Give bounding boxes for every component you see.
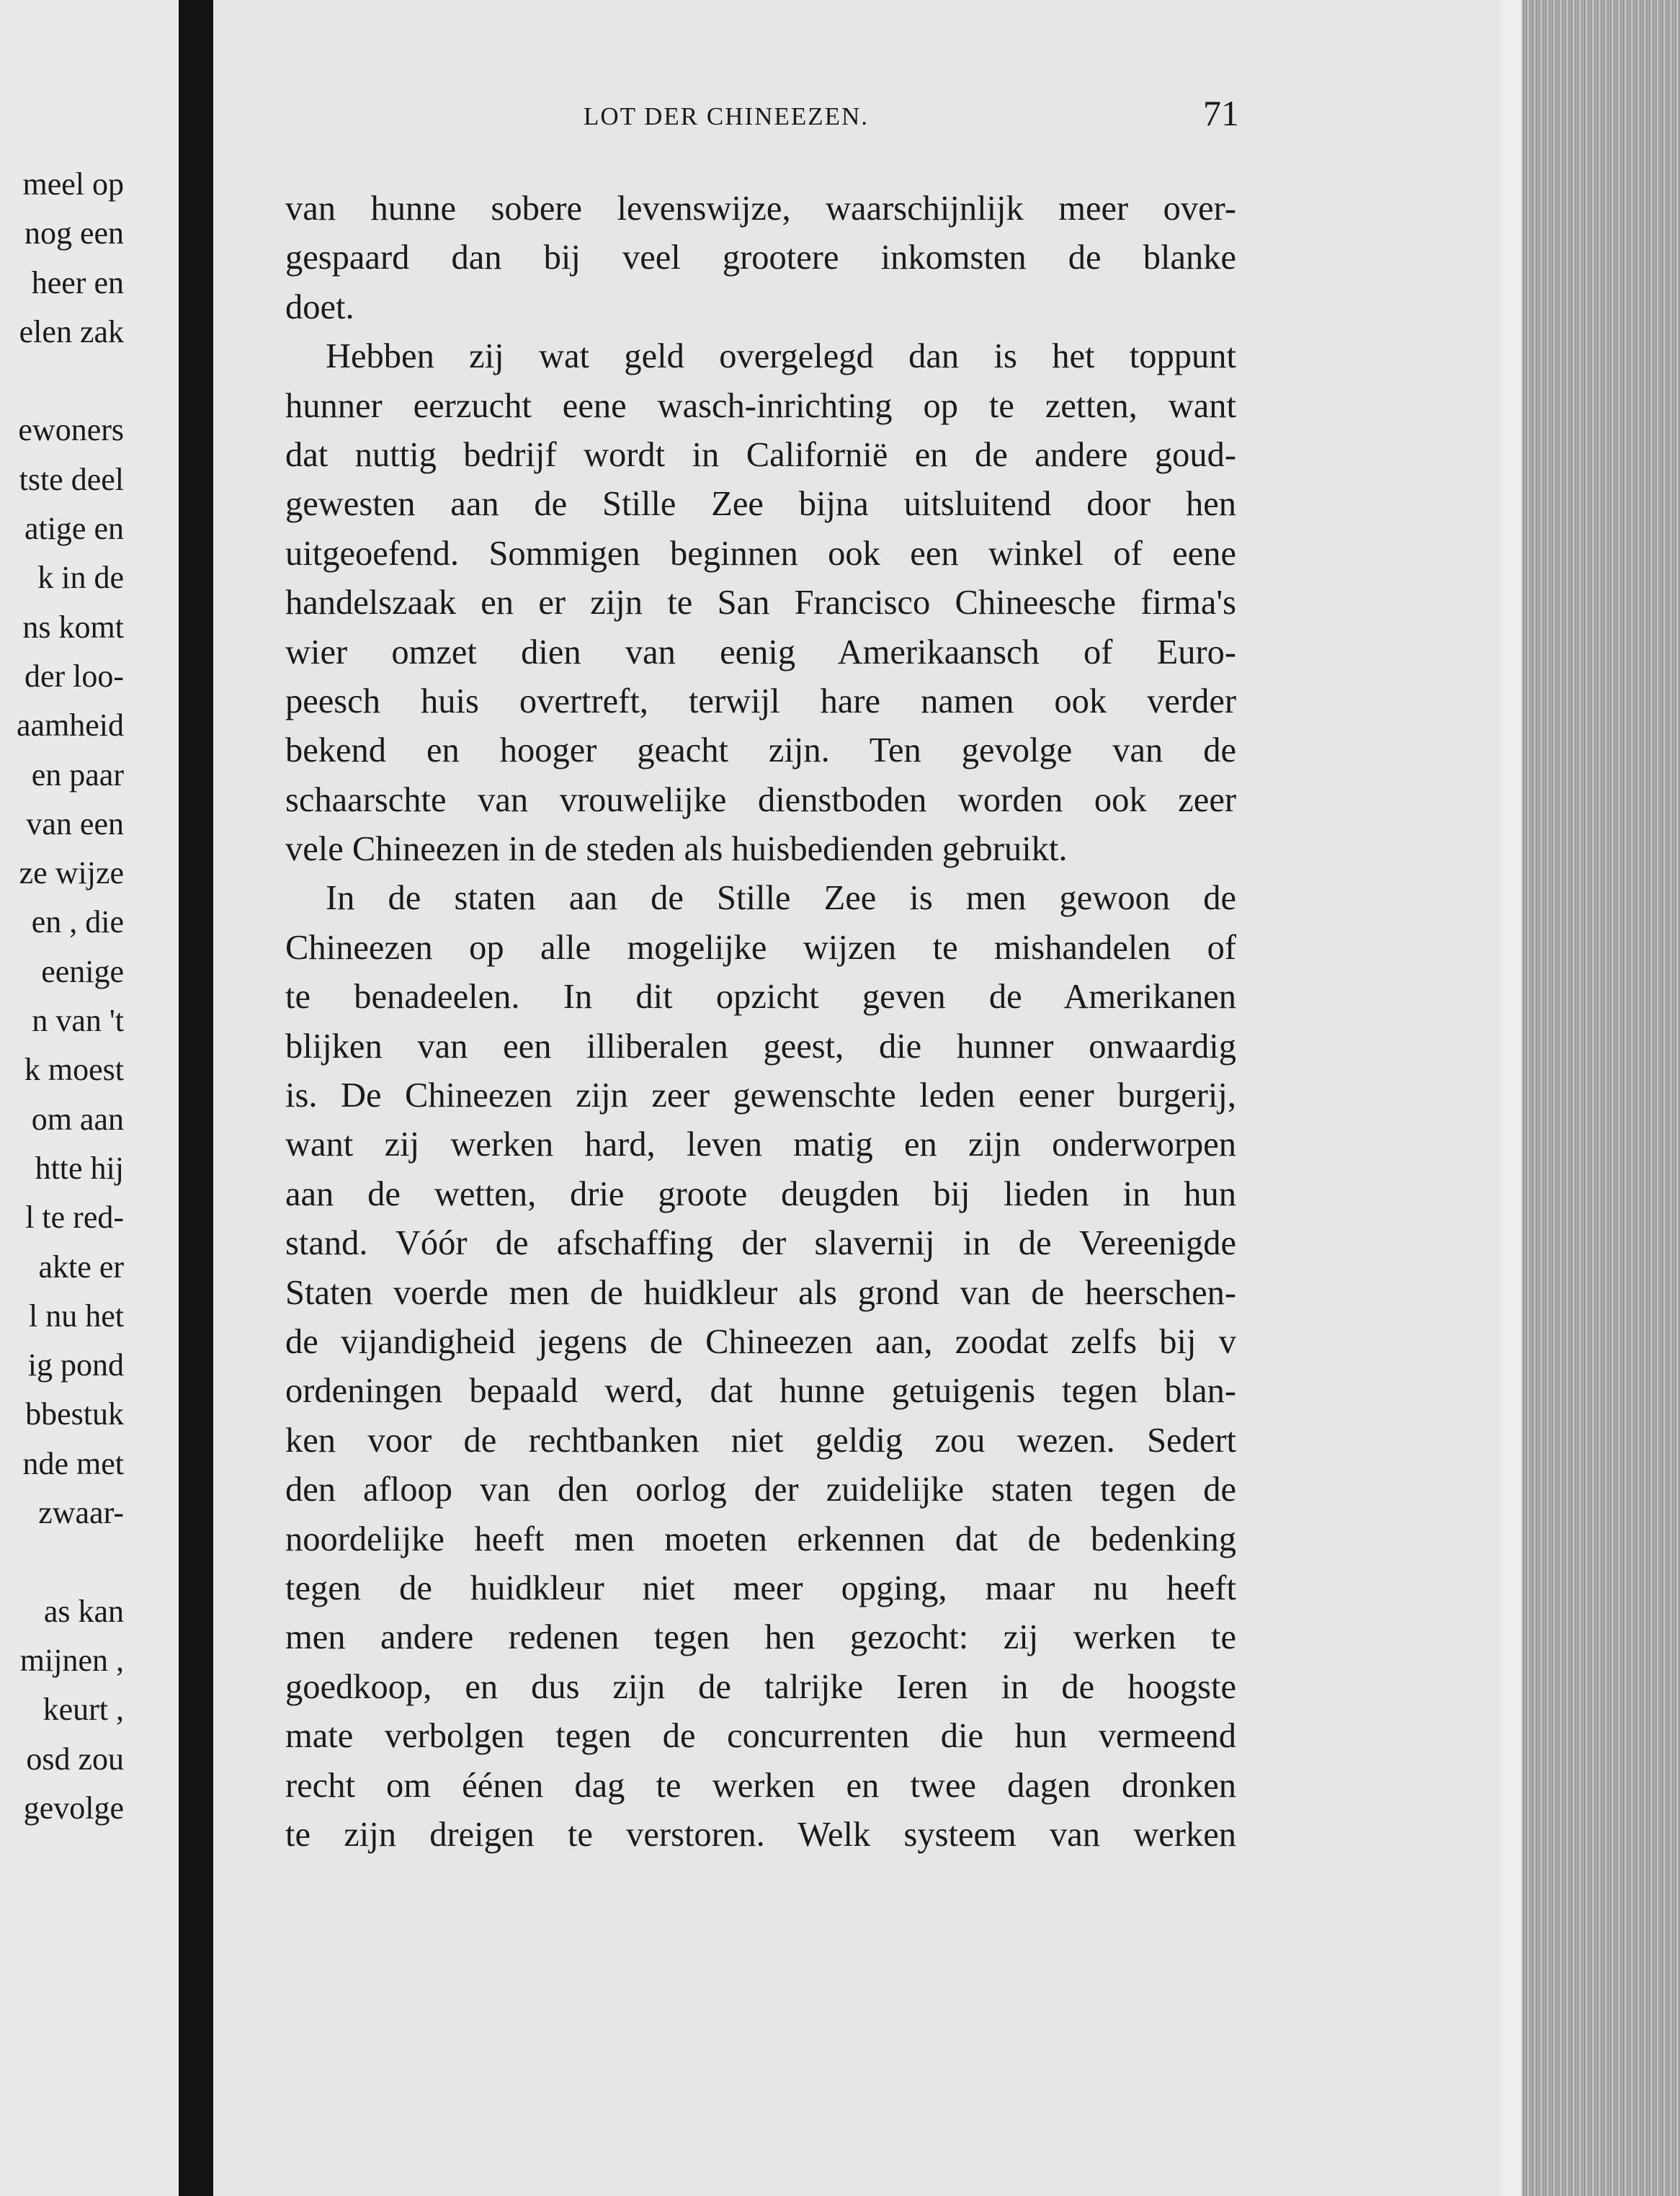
facing-page-line: ze wijze [19, 855, 124, 891]
facing-page-line: akte er [38, 1249, 124, 1285]
facing-page-line: elen zak [19, 313, 124, 349]
text-line: bekend en hooger geacht zijn. Ten gevolge van de [285, 731, 1236, 770]
facing-page-line: keurt , [43, 1692, 124, 1728]
text-line: men andere redenen tegen hen gezocht: zij werken te [285, 1618, 1236, 1657]
text-line: mate verbolgen tegen de concurrenten die hun vermeend [285, 1717, 1236, 1756]
page-edge-shade [1500, 0, 1522, 2196]
facing-page-line: gevolge [23, 1790, 124, 1826]
text-line: want zij werken hard, leven matig en zijn onderworpen [285, 1125, 1236, 1164]
page-edges [1500, 0, 1680, 2196]
text-line: is. De Chineezen zijn zeer gewenschte leden eener burgerij, [285, 1076, 1236, 1115]
text-line: te benadeelen. In dit opzicht geven de Amerikanen [285, 978, 1236, 1017]
facing-page-line: l nu het [29, 1298, 124, 1334]
facing-page-line: eenige [41, 953, 124, 989]
facing-page-line: van een [26, 805, 124, 842]
text-line: In de staten aan de Stille Zee is men gewoon de [326, 879, 1236, 918]
running-head-title: LOT DER CHINEEZEN. [584, 102, 869, 130]
text-line: van hunne sobere levenswijze, waarschijnlijk meer over- [285, 189, 1236, 228]
text-line: aan de wetten, drie groote deugden bij lieden in hun [285, 1174, 1236, 1213]
facing-page-line: as kan [43, 1593, 124, 1629]
text-line: schaarschte van vrouwelijke dienstboden worden ook zeer [285, 780, 1236, 819]
facing-page-line: meel op [22, 166, 124, 202]
facing-page-line: nde met [22, 1445, 124, 1481]
text-line: ken voor de rechtbanken niet geldig zou wezen. Sedert [285, 1421, 1236, 1460]
text-line: tegen de huidkleur niet meer opging, maar nu heeft [285, 1568, 1236, 1607]
text-line: de vijandigheid jegens de Chineezen aan, zoodat zelfs bij v [285, 1322, 1236, 1361]
text-line: dat nuttig bedrijf wordt in Californië en de andere goud- [285, 435, 1236, 474]
facing-page-line: en paar [31, 756, 124, 793]
text-line: hunner eerzucht eene wasch-inrichting op te zetten, want [285, 386, 1236, 425]
facing-page-line: mijnen , [19, 1642, 124, 1678]
text-line: gewesten aan de Stille Zee bijna uitsluitend door hen [285, 485, 1236, 524]
text-line: te zijn dreigen te verstoren. Welk systeem van werken [285, 1815, 1236, 1854]
facing-page-line: tste deel [19, 461, 124, 497]
facing-page-line: nog een [24, 215, 124, 251]
book-gutter [179, 0, 213, 2196]
facing-page-text [0, 160, 124, 1833]
facing-page-line: htte hij [35, 1150, 124, 1186]
text-line: goedkoop, en dus zijn de talrijke Ieren in de hoogste [285, 1667, 1236, 1706]
page-number: 71 [1203, 93, 1239, 133]
facing-page-line [0, 357, 124, 406]
text-line: recht om éénen dag te werken en twee dagen dronken [285, 1766, 1236, 1805]
text-line: blijken van een illiberalen geest, die hunner onwaardig [285, 1027, 1236, 1066]
facing-page-line: der loo- [24, 658, 124, 694]
facing-page-line: l te red- [25, 1200, 124, 1236]
facing-page-line: bbestuk [25, 1396, 124, 1432]
text-line: gespaard dan bij veel grootere inkomsten de blanke [285, 238, 1236, 277]
text-line: Hebben zij wat geld overgelegd dan is het toppunt [326, 337, 1236, 376]
text-line: vele Chineezen in de steden als huisbedienden gebruikt. [285, 830, 1068, 869]
text-line: peesch huis overtreft, terwijl hare namen ook verder [285, 682, 1236, 720]
facing-page-line: k moest [24, 1052, 124, 1088]
facing-page-line: n van 't [32, 1003, 124, 1039]
facing-page-line: ig pond [27, 1347, 124, 1383]
facing-page [0, 0, 180, 2196]
body-text [285, 184, 1236, 1860]
facing-page-line: en , die [31, 904, 124, 940]
text-line: noordelijke heeft men moeten erkennen dat de bedenking [285, 1519, 1236, 1558]
text-line: handelszaak en er zijn te San Francisco Chineesche firma's [285, 584, 1236, 622]
facing-page-line [0, 1537, 124, 1586]
text-line: stand. Vóór de afschaffing der slavernij in de Vereenigde [285, 1224, 1236, 1263]
text-line: uitgeoefend. Sommigen beginnen ook een winkel of eene [285, 534, 1236, 573]
facing-page-line: ns komt [22, 609, 124, 645]
facing-page-line: osd zou [26, 1741, 124, 1777]
text-line: Chineezen op alle mogelijke wijzen te mishandelen of [285, 928, 1236, 967]
facing-page-line: om aan [31, 1101, 124, 1137]
text-line: ordeningen bepaald werd, dat hunne getuigenis tegen blan- [285, 1372, 1236, 1411]
facing-page-line: heer en [31, 264, 124, 300]
facing-page-line: k in de [37, 560, 124, 596]
facing-page-line: aamheid [16, 708, 124, 744]
text-line: wier omzet dien van eenig Amerikaansch of Euro- [285, 633, 1236, 671]
facing-page-line: zwaar- [38, 1495, 124, 1531]
facing-page-line: ewoners [18, 412, 124, 448]
text-line: doet. [285, 287, 354, 326]
facing-page-line: atige en [24, 511, 124, 547]
running-head [367, 92, 1239, 150]
text-line: Staten voerde men de huidkleur als grond van de heerschen- [285, 1273, 1236, 1312]
text-line: den afloop van den oorlog der zuidelijke staten tegen de [285, 1470, 1236, 1509]
